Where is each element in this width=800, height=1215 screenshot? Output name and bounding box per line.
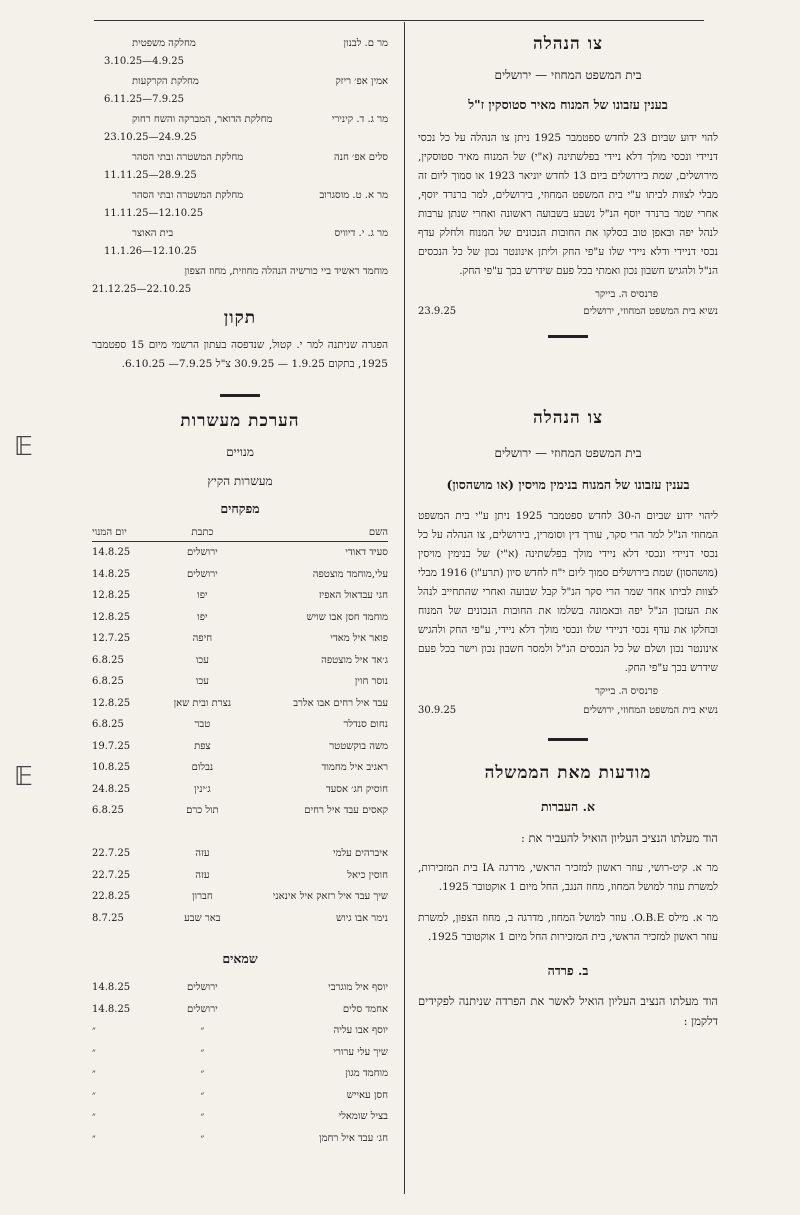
cell-name: נימר אבו גיוש [335, 912, 388, 924]
cell-date: 12.8.25 [92, 590, 131, 602]
separator [548, 738, 588, 741]
cell-name: נחום סנדלר [343, 719, 388, 731]
notice1-title: צו הנהלה [533, 34, 603, 54]
gov-item1: מר א. קיט-רושי, עוזר ראשון למזכיר הראשי, מדרגה IA בית המזכירות, למשרת עוזר למושל המחוז, מחוז הנגב, החל מיום 1 אוקטובר 1925. [418, 862, 718, 893]
cell-addr: יפו [197, 590, 208, 602]
cell-name: ג׳אד איל מוצטפה [321, 654, 388, 666]
table-row [92, 999, 388, 1021]
appointment-dept: בית האוצר [132, 228, 174, 239]
appointment-dates: 11.11.25—28.9.25 [104, 170, 197, 181]
right-column [418, 34, 718, 338]
appointment-last-text: מוחמד ראשיד ביי כורשיה הנהלה מחוזית, מחוז הצפון [184, 266, 388, 277]
header-address: כתבת [162, 523, 242, 542]
cell-name: חוסין כיאל [347, 869, 388, 881]
table-row [92, 671, 388, 693]
cell-name: חג׳ עבד איל רחמן [319, 1132, 388, 1144]
tithes-sub2: מעשרות הקיץ [207, 474, 273, 488]
notice2-title: צו הנהלה [533, 408, 603, 428]
appointment-last-dates: 21.12.25—22.10.25 [92, 284, 192, 295]
appointment-item [92, 114, 388, 144]
cell-addr: עזה [195, 848, 210, 860]
cell-addr: ״ [200, 1111, 205, 1123]
cell-addr: עכו [195, 676, 209, 688]
separator [548, 335, 588, 338]
table-row [92, 628, 388, 650]
cell-name: יוסף איל מוגרבי [328, 982, 388, 994]
cell-date: 14.8.25 [92, 982, 131, 994]
gov-title: מודעות מאת הממשלה [484, 763, 652, 783]
cell-date: 6.8.25 [92, 654, 124, 666]
cell-addr: עכו [195, 654, 209, 666]
appointment-name: מר ג. י. דיוויס [334, 228, 388, 239]
appointment-dates: 23.10.25—24.9.25 [104, 132, 197, 143]
inspectors-table [92, 523, 388, 929]
table-row [92, 843, 388, 865]
column-divider [404, 22, 405, 1194]
cell-name: ראגיב איל מחמוד [321, 762, 388, 774]
table-row [92, 650, 388, 672]
table-row [92, 977, 388, 999]
appointment-dept: מחלקה משפטית [132, 38, 196, 49]
table-row [92, 585, 388, 607]
table-row [92, 1063, 388, 1085]
cell-name: מוחמד חסן אבו שויש [306, 611, 388, 623]
cell-date: ״ [92, 1046, 96, 1058]
cell-addr: ירושלים [187, 547, 218, 559]
cell-name: שיך עלי ערורי [333, 1046, 388, 1058]
cell-date: 14.8.25 [92, 568, 131, 580]
appointment-item [92, 152, 388, 182]
tithes-section2: שמאים [222, 951, 258, 966]
cell-name: חוסיק חג׳ אסעד [325, 783, 388, 795]
notice1-body: להוי ידוע שביום 23 לחדש ספטמבר 1925 ניתן צו הנהלה על כל נכסי דניידי ונכסי מולך דלא ניידי בפלשתינה (א"י) של המנוח מאיר סטוסקין, מירושלים, שמת בירושלים ביום 13 לחדש יוניאר 1923 או סמוך ליום זה מבלי לצוות לביתו ע"י בית המשפט המחוזי, בירושלים, למר ברנרד יוסף, אחרי שמר ברנרד יוסף הנ"ל נשבע בשבועה ראשונה ואחרי שנתן ערבות לנהל יפה ובאפן טוב בסלקו את החובות הנכונים של המנוח ולחלק עדף נכסי דניידי ודלא ניידי שלו ע"פי החק וליתן אינונטר נכון של כל הנכסים הנ"ל ולהגיש חשבון נכון ואמתי בכל פעם שידרש בכך ע"פי החק. [418, 132, 718, 277]
appointment-dates: 11.1.26—12.10.25 [104, 246, 197, 257]
table-row [92, 800, 388, 822]
notice1-court: בית המשפט המחוזי — ירושלים [494, 68, 642, 82]
notice1-sign-row [418, 306, 718, 317]
cell-date: 6.8.25 [92, 805, 124, 817]
table-row [92, 908, 388, 930]
table-row [92, 714, 388, 736]
appointment-dept: מחלקת הדואר, המברקה והשח רחוק [132, 114, 273, 125]
appointment-dept: מחלקת המשטרה ובתי הסהר [132, 152, 244, 163]
cell-addr: ״ [200, 1068, 205, 1080]
cell-date: 10.8.25 [92, 762, 131, 774]
appointment-item [92, 38, 388, 68]
cell-addr: יפו [197, 611, 208, 623]
table-row [92, 693, 388, 715]
cell-addr: ״ [200, 1132, 205, 1144]
appointment-dates: 3.10.25—4.9.25 [104, 56, 184, 67]
left-column [92, 38, 388, 1149]
cell-name: בציל שומאלי [338, 1111, 388, 1123]
cell-addr: צפת [194, 740, 211, 752]
cell-date: ״ [92, 1025, 96, 1037]
cell-name: מוחמד מגון [345, 1068, 388, 1080]
cell-date: 22.8.25 [92, 891, 131, 903]
cell-addr: חברון [192, 891, 213, 903]
appointments-list [92, 38, 388, 258]
cell-name: שיך עבד איל רזאק איל אינאני [272, 891, 388, 903]
cell-date: 6.8.25 [92, 676, 124, 688]
table-row [92, 1085, 388, 1107]
appointment-item [92, 76, 388, 106]
cell-name: קאסים עבד איל רחים [304, 805, 388, 817]
cell-addr: תול כרם [186, 805, 219, 817]
assessors-table [92, 977, 388, 1149]
cell-date: 12.8.25 [92, 697, 131, 709]
appointment-dates: 11.11.25—12.10.25 [104, 208, 204, 219]
table-row [92, 779, 388, 801]
cell-addr: ״ [200, 1046, 205, 1058]
notice2-signer: פרנסיס ה. בייקר [594, 686, 658, 697]
cell-date: 6.8.25 [92, 719, 124, 731]
margin-mark-icon: 𝔼 [14, 432, 33, 462]
cell-date: ״ [92, 1111, 96, 1123]
tithes-title: הערכת מעשרות [180, 411, 300, 431]
notice1-date: 23.9.25 [418, 306, 457, 317]
cell-name: יוסף אבו עליה [333, 1025, 388, 1037]
cell-addr: ירושלים [187, 1003, 218, 1015]
cell-name: עבד איל רחים אבו אלרב [293, 697, 388, 709]
notice2-court: בית המשפט המחוזי — ירושלים [494, 446, 642, 460]
cell-addr: ״ [200, 1025, 205, 1037]
notice2-date: 30.9.25 [418, 705, 457, 716]
cell-name: עלי,מוחמד מוצטפה [312, 568, 388, 580]
notice1-signer: פרנסיס ה. בייקר [594, 289, 658, 300]
cell-date: 14.8.25 [92, 1003, 131, 1015]
cell-name: חגי עבדאול האפיז [318, 590, 388, 602]
cell-date: 8.7.25 [92, 912, 124, 924]
notice2-sign-row [418, 705, 718, 716]
cell-addr: נבלום [191, 762, 214, 774]
cell-date: 19.7.25 [92, 740, 131, 752]
cell-name: סעיד דאודי [345, 547, 388, 559]
table-row [92, 1020, 388, 1042]
notice1-signer-title: נשיא בית המשפט המחוזי, ירושלים [583, 306, 718, 317]
table-row [92, 886, 388, 908]
gov-sec-a: א. העברות [541, 799, 595, 814]
correction-title: תקון [223, 308, 257, 328]
cell-date: 22.7.25 [92, 869, 131, 881]
cell-addr: ״ [200, 1089, 205, 1101]
header-date: יום המנוי [92, 523, 162, 542]
cell-date: 14.8.25 [92, 547, 131, 559]
separator [220, 394, 260, 397]
appointment-name: סלים אפ׳ חנה [333, 152, 388, 163]
tithes-sub1: מנויים [226, 445, 254, 459]
appointment-item [92, 190, 388, 220]
cell-addr: עזה [195, 869, 210, 881]
appointment-dept: מחלקת המשטרה ובתי הסהר [132, 190, 244, 201]
table-row [92, 736, 388, 758]
cell-addr: באר שבע [184, 912, 221, 924]
notice2-body: ליהוי ידוע שביום ה-30 לחדש ספטמבר 1925 ניתן ע"י בית המשפט המחוזי הנ"ל למר הרי סקר, עורך דין וסומרין, בירושלים, צו הנהלה על כל נכסי דניידי ונכסי דלא ניידי מולך בפלשתינה (א"י) של בנימין מויסין (מושהסון) שמת בירושלים סמוך ליום י"ח לחדש סיון (תרע"ו) 1916 מבלי לצוות לביתו אחר שמר הרי סקר הנ"ל קבל שבועה ואחרי שהתחייב לנהל את העזבון הנ"ל יפה ובאמונה בשלמו את החובות הנכונים של המנוח ובחלקו את עדף נכסי דניידי שלו ונכסי מולך דלא ניידי, ע"פי החק ולהגיש אינונטר נכון ושלם של כל הנכסים הנ"ל ולמסר חשבון נכון וישר בכל פעם שידרש בכך ע"פי החק. [417, 510, 718, 674]
cell-name: איברהים עלמי [332, 848, 388, 860]
tithes-section1: מפקחים [220, 501, 260, 516]
table-header [92, 523, 388, 542]
cell-addr: נצרת ובית שאן [173, 697, 232, 709]
table-row [92, 542, 388, 564]
cell-date: ״ [92, 1132, 96, 1144]
table-row [92, 757, 388, 779]
table-row [92, 607, 388, 629]
cell-date: 24.8.25 [92, 783, 131, 795]
top-rule [94, 20, 704, 21]
gov-sec-b: ב. פרדה [547, 963, 589, 978]
cell-date: 12.8.25 [92, 611, 131, 623]
table-row [92, 1042, 388, 1064]
appointment-item [92, 228, 388, 258]
cell-name: חסן עאייש [346, 1089, 388, 1101]
appointment-name: אמין אפ׳ ריזק [335, 76, 388, 87]
appointment-dates: 6.11.25—7.9.25 [104, 94, 184, 105]
right-column-2 [418, 408, 718, 1031]
appointment-dept: מחלקת הקרקעות [132, 76, 199, 87]
table-row [92, 865, 388, 887]
cell-date: ״ [92, 1068, 96, 1080]
cell-addr: טבר [194, 719, 211, 731]
margin-mark-icon: 𝔼 [14, 762, 33, 792]
cell-name: פואר איל מאדי [330, 633, 388, 645]
cell-addr: ירושלים [187, 982, 218, 994]
notice2-estate: בענין עזבונו של המנוח בנימין מויסין (או מושהסון) [446, 477, 690, 492]
table-row [92, 1128, 388, 1150]
table-row [92, 564, 388, 586]
appointment-name: מר ם. לבנון [343, 38, 388, 49]
correction-body: הפגרה שניתנה למר י. קטול, שנדפסה בעתון הרשמי מיום 15 ספטמבר 1925, בתקום 1.9.25 — 30.9.25 צ"ל 7.9.25— 6.10.25. [92, 339, 388, 370]
cell-date: ״ [92, 1089, 96, 1101]
cell-addr: ג׳ינין [194, 783, 211, 795]
appointment-name: מר א. ט. מוסגרוב [319, 190, 388, 201]
cell-name: אחמד סלים [342, 1003, 388, 1015]
cell-name: נוסר חוין [354, 676, 388, 688]
row-gap [92, 822, 388, 844]
cell-date: 12.7.25 [92, 633, 131, 645]
cell-addr: חיפה [192, 633, 213, 645]
cell-date: 22.7.25 [92, 848, 131, 860]
appointment-last [92, 266, 388, 296]
header-name: השם [243, 523, 388, 542]
cell-addr: ירושלים [187, 568, 218, 580]
notice1-estate: בענין עזבונו של המנוח מאיר סטוסקין ז"ל [468, 97, 668, 112]
gov-sec-a-intro: הוד מעלתו הנציב העליון הואיל להעביר את : [520, 831, 718, 845]
table-row [92, 1106, 388, 1128]
notice2-signer-title: נשיא בית המשפט המחוזי, ירושלים [583, 705, 718, 716]
gov-sec-b-intro: הוד מעלתו הנציב העליון הואיל לאשר את הפרדה שניתנה לפקידים דלקמן : [418, 994, 718, 1028]
gov-item2: מר א. מילס O.B.E. עוזר למושל המחוז, מדרגה ב, מחוז הצפון, למשרת עוזר ראשון למזכיר הראשי, בית המזכירות החל מיום 1 אוקטובר 1925. [418, 912, 718, 943]
cell-name: משה בוקשטטר [329, 740, 388, 752]
appointment-name: מר ג. ד. קינירי [331, 114, 388, 125]
